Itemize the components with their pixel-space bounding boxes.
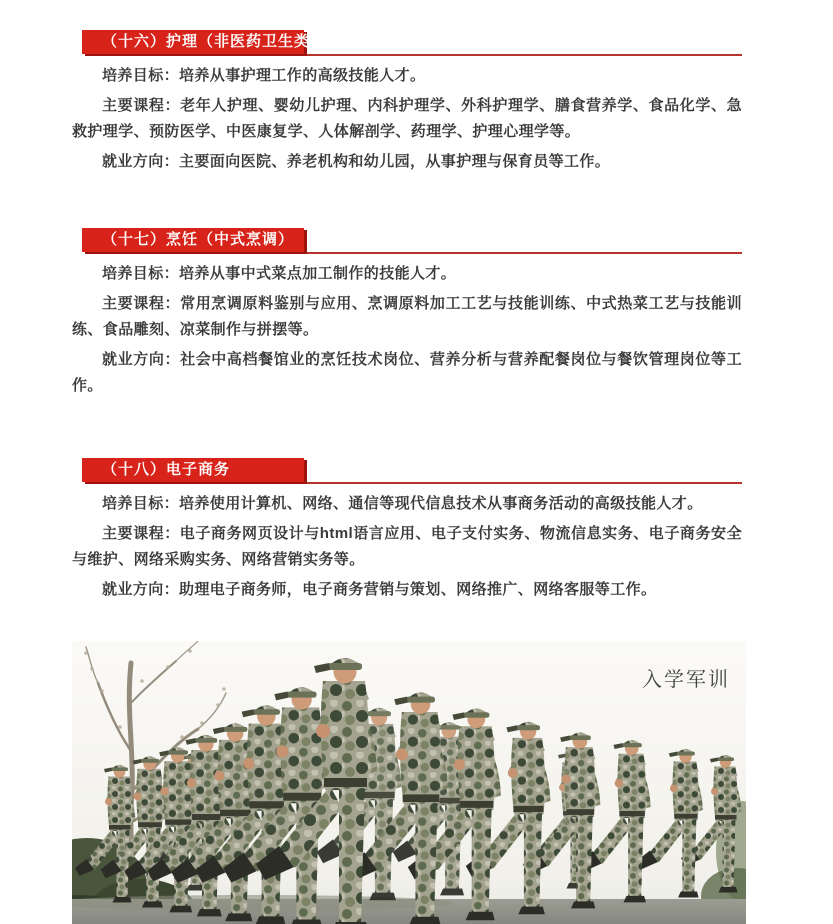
section-title: （十七）烹饪（中式烹调） xyxy=(102,231,295,248)
paragraph-career-direction: 就业方向：助理电子商务师，电子商务营销与策划、网络推广、网络客服等工作。 xyxy=(102,581,657,598)
photo-caption: 入学军训 xyxy=(642,669,730,691)
paragraph-training-goal: 培养目标：培养使用计算机、网络、通信等现代信息技术从事商务活动的高级技能人才。 xyxy=(102,495,703,512)
section-header xyxy=(82,228,304,252)
section-underline xyxy=(307,252,742,254)
paragraph-main-courses: 主要课程：老年人护理、婴幼儿护理、内科护理学、外科护理学、膳食营养学、食品化学、急救护理学、预防医学、中医康复学、人体解剖学、药理学、护理心理学等。 xyxy=(72,97,742,140)
paragraph-career-direction: 就业方向：社会中高档餐馆业的烹饪技术岗位、营养分析与营养配餐岗位与餐饮管理岗位等工作。 xyxy=(72,351,742,394)
paragraph-training-goal: 培养目标：培养从事护理工作的高级技能人才。 xyxy=(102,67,426,84)
section-underline xyxy=(307,54,742,56)
section-underline xyxy=(307,482,742,484)
section-ecommerce xyxy=(72,458,742,603)
content-column xyxy=(72,0,742,924)
section-title: （十八）电子商务 xyxy=(102,461,231,478)
section-header xyxy=(82,30,327,54)
paragraph-main-courses: 主要课程：电子商务网页设计与html语言应用、电子支付实务、物流信息实务、电子商务安全与维护、网络采购实务、网络营销实务等。 xyxy=(72,525,742,568)
military-training-photo xyxy=(72,641,746,924)
section-title: （十六）护理（非医药卫生类） xyxy=(102,33,327,50)
section-cooking xyxy=(72,228,742,399)
paragraph-career-direction: 就业方向：主要面向医院、养老机构和幼儿园，从事护理与保育员等工作。 xyxy=(102,153,611,170)
paragraph-training-goal: 培养目标：培养从事中式菜点加工制作的技能人才。 xyxy=(102,265,457,282)
section-header xyxy=(82,458,304,482)
paragraph-main-courses: 主要课程：常用烹调原料鉴别与应用、烹调原料加工工艺与技能训练、中式热菜工艺与技能训练、食品雕刻、凉菜制作与拼摆等。 xyxy=(72,295,742,338)
section-nursing xyxy=(72,30,742,175)
